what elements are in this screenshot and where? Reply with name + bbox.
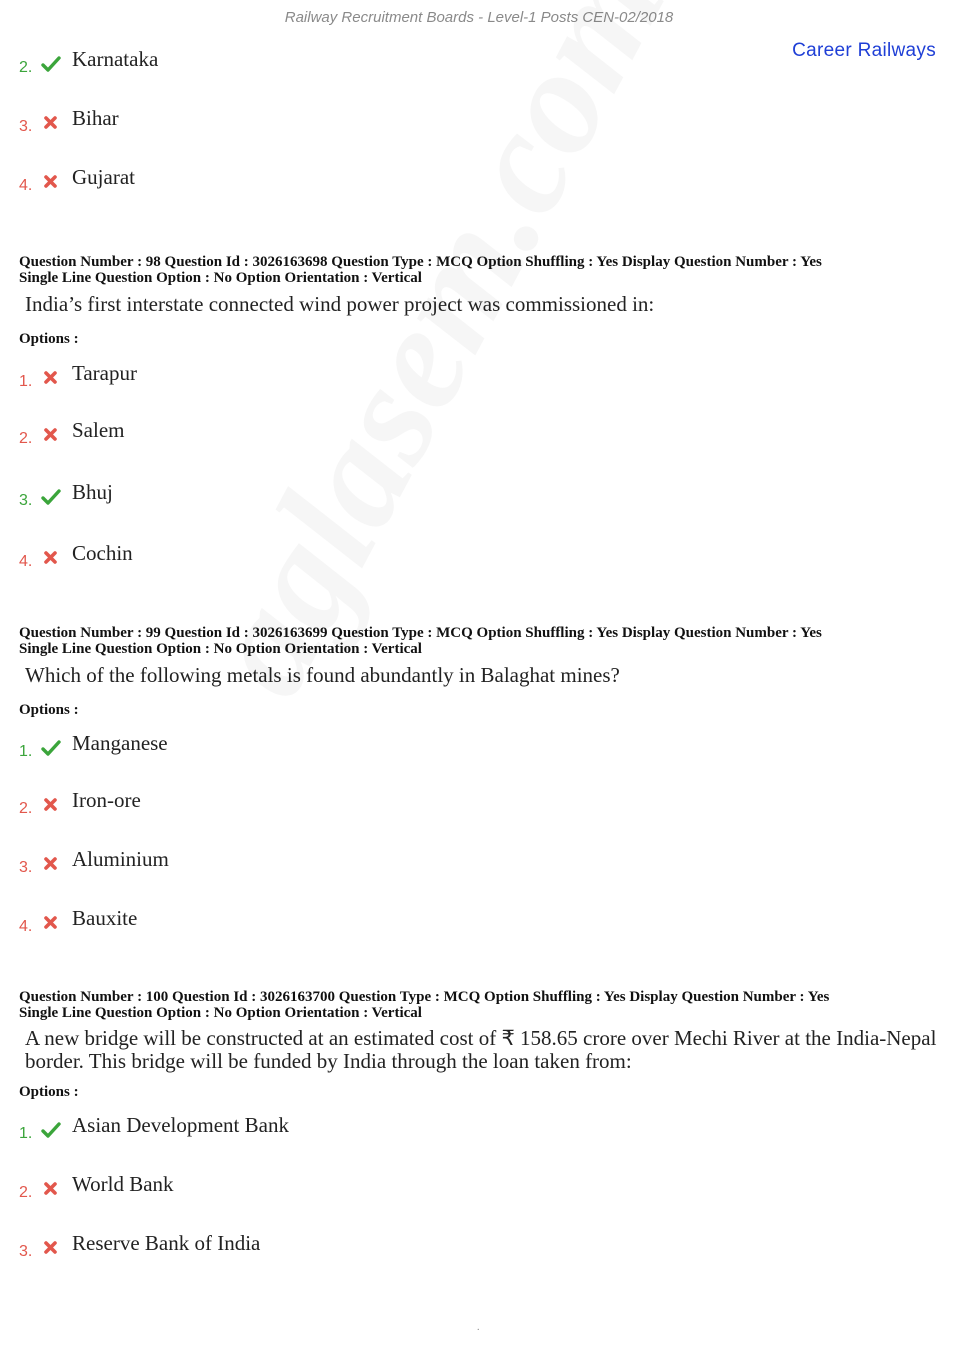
- option-4: [19, 541, 619, 579]
- question-meta-line2: Single Line Question Option : No Option Orientation : Vertical: [19, 641, 422, 657]
- option-text: Cochin: [72, 541, 133, 565]
- option-text: Bihar: [72, 106, 119, 130]
- option-text: Bhuj: [72, 480, 113, 504]
- option-number: 4.: [19, 177, 33, 194]
- prev-option-2: [19, 47, 619, 85]
- option-number: 4.: [19, 553, 33, 570]
- check-icon: [41, 54, 61, 74]
- option-number: 2.: [19, 430, 33, 447]
- option-1: [19, 1113, 619, 1151]
- option-text: Karnataka: [72, 47, 159, 71]
- option-text: Tarapur: [72, 361, 137, 385]
- question-meta-line1: Question Number : 99 Question Id : 3026163699 Question Type : MCQ Option Shuffling : Yes Display Question Number : Yes: [19, 625, 822, 641]
- option-2: [19, 1172, 619, 1210]
- option-text: Iron-ore: [72, 788, 141, 812]
- question-meta-line1: Question Number : 98 Question Id : 3026163698 Question Type : MCQ Option Shuffling : Yes Display Question Number : Yes: [19, 254, 822, 270]
- question-meta-line2: Single Line Question Option : No Option Orientation : Vertical: [19, 1005, 422, 1021]
- option-number: 2.: [19, 800, 33, 817]
- cross-icon: [41, 548, 61, 568]
- option-3: [19, 480, 619, 518]
- check-icon: [41, 738, 61, 758]
- option-number: 3.: [19, 1243, 33, 1260]
- prev-option-4: [19, 165, 619, 203]
- cross-icon: [41, 113, 61, 133]
- option-2: [19, 788, 619, 826]
- options-label: Options :: [19, 702, 79, 718]
- cross-icon: [41, 1179, 61, 1199]
- cross-icon: [41, 795, 61, 815]
- option-text: Manganese: [72, 731, 168, 755]
- option-3: [19, 847, 619, 885]
- cross-icon: [41, 368, 61, 388]
- option-text: Salem: [72, 418, 125, 442]
- option-number: 3.: [19, 118, 33, 135]
- check-icon: [41, 487, 61, 507]
- option-2: [19, 418, 619, 456]
- options-label: Options :: [19, 331, 79, 347]
- option-3: [19, 1231, 619, 1269]
- question-meta-line1: Question Number : 100 Question Id : 3026163700 Question Type : MCQ Option Shuffling : Yes Display Question Number : Yes: [19, 989, 830, 1005]
- option-number: 2.: [19, 1184, 33, 1201]
- brand-label: Career Railways: [792, 40, 936, 61]
- cross-icon: [41, 425, 61, 445]
- question-meta-line2: Single Line Question Option : No Option Orientation : Vertical: [19, 270, 422, 286]
- option-text: Reserve Bank of India: [72, 1231, 261, 1255]
- option-text: Gujarat: [72, 165, 135, 189]
- option-number: 4.: [19, 918, 33, 935]
- option-4: [19, 906, 619, 944]
- option-1: [19, 731, 619, 769]
- footer-mark: .: [477, 1322, 480, 1333]
- cross-icon: [41, 854, 61, 874]
- option-number: 3.: [19, 492, 33, 509]
- option-number: 1.: [19, 743, 33, 760]
- question-text: Which of the following metals is found abundantly in Balaghat mines?: [25, 663, 620, 687]
- cross-icon: [41, 1238, 61, 1258]
- question-text: A new bridge will be constructed at an estimated cost of ₹ 158.65 crore over Mechi River at the India-Nepal border. This bridge will be funded by India through the loan taken from:: [25, 1026, 937, 1073]
- question-text: India’s first interstate connected wind power project was commissioned in:: [25, 292, 655, 316]
- option-text: Aluminium: [72, 847, 169, 871]
- prev-option-3: [19, 106, 619, 144]
- option-1: [19, 361, 619, 399]
- cross-icon: [41, 913, 61, 933]
- option-number: 1.: [19, 1125, 33, 1142]
- options-label: Options :: [19, 1084, 79, 1100]
- option-number: 3.: [19, 859, 33, 876]
- watermark: [170, 0, 699, 721]
- option-number: 2.: [19, 59, 33, 76]
- check-icon: [41, 1120, 61, 1140]
- option-text: World Bank: [72, 1172, 174, 1196]
- option-number: 1.: [19, 373, 33, 390]
- cross-icon: [41, 172, 61, 192]
- page-header: Railway Recruitment Boards - Level-1 Posts CEN-02/2018: [284, 9, 674, 26]
- option-text: Asian Development Bank: [72, 1113, 289, 1137]
- option-text: Bauxite: [72, 906, 138, 930]
